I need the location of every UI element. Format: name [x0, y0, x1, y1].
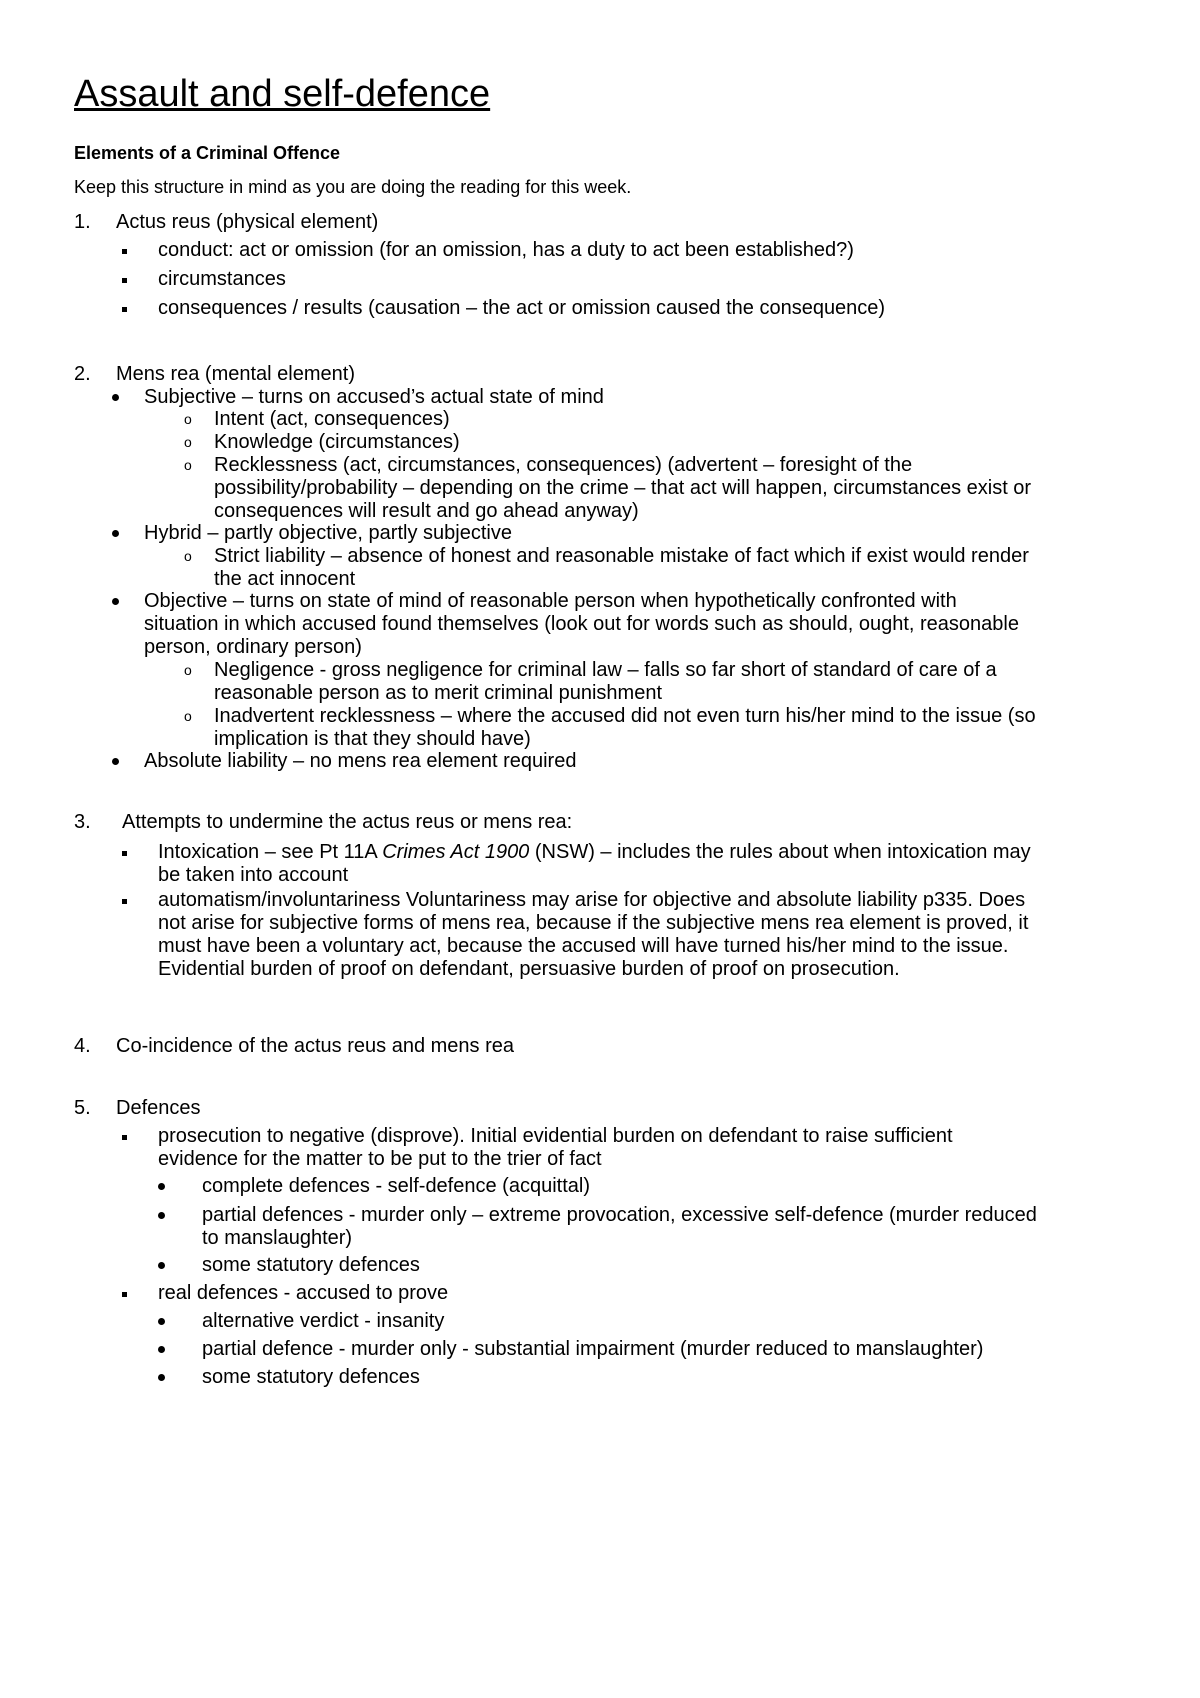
list-item: Hybrid – partly objective, partly subjective — [144, 522, 512, 544]
circle-bullet-icon: o — [184, 411, 192, 427]
list-number: 1. — [74, 211, 91, 233]
list-item: automatism/involuntariness Voluntariness may arise for objective and absolute liability p335. Does — [158, 889, 1026, 911]
list-heading: Defences — [116, 1097, 201, 1119]
square-bullet-icon — [122, 249, 127, 254]
list-item: Intent (act, consequences) — [214, 408, 450, 430]
round-bullet-icon — [158, 1374, 165, 1381]
list-item-continued: evidence for the matter to be put to the trier of fact — [158, 1148, 602, 1170]
list-number: 3. — [74, 811, 91, 833]
section-co-incidence — [74, 1034, 1154, 1060]
square-bullet-icon — [122, 899, 127, 904]
square-bullet-icon — [122, 307, 127, 312]
round-bullet-icon — [158, 1346, 165, 1353]
list-item: Absolute liability – no mens rea element required — [144, 750, 577, 772]
list-item: consequences / results (causation – the act or omission caused the consequence) — [158, 297, 886, 319]
list-item: Strict liability – absence of honest and reasonable mistake of fact which if exist would render — [214, 545, 1029, 567]
list-item-continued: to manslaughter) — [202, 1227, 353, 1249]
intro-paragraph: Keep this structure in mind as you are doing the reading for this week. — [74, 177, 632, 197]
list-item: Knowledge (circumstances) — [214, 431, 460, 453]
section-actus-reus — [74, 210, 1154, 324]
square-bullet-icon — [122, 1292, 127, 1297]
section-defences — [74, 1096, 1154, 1396]
list-item-continued: not arise for subjective forms of mens rea, because if the subjective mens rea element is proved, it — [158, 912, 1029, 934]
section-mens-rea — [74, 362, 1154, 770]
list-heading: Mens rea (mental element) — [116, 363, 355, 385]
list-item — [158, 840, 1031, 864]
list-number: 4. — [74, 1035, 91, 1057]
square-bullet-icon — [122, 1135, 127, 1140]
list-heading: Attempts to undermine the actus reus or mens rea: — [122, 811, 573, 833]
list-item-continued: person, ordinary person) — [144, 636, 362, 658]
document-body — [74, 72, 1154, 1396]
list-item: complete defences - self-defence (acquittal) — [202, 1175, 590, 1197]
circle-bullet-icon: o — [184, 548, 192, 564]
list-item-continued: situation in which accused found themselves (look out for words such as should, ought, reasonable — [144, 613, 1019, 635]
list-item-continued: the act innocent — [214, 568, 356, 590]
list-item-continued: must have been a voluntary act, because the accused will have turned his/her mind to the issue. — [158, 935, 1009, 957]
round-bullet-icon — [112, 598, 119, 605]
round-bullet-icon — [112, 530, 119, 537]
list-item: some statutory defences — [202, 1254, 420, 1276]
list-item: Subjective – turns on accused’s actual state of mind — [144, 386, 604, 408]
section-attempts-to-undermine — [74, 810, 1154, 990]
text-run: (NSW) – includes the rules about when intoxication may — [529, 841, 1031, 863]
list-item: circumstances — [158, 268, 286, 290]
list-item: Recklessness (act, circumstances, consequences) (advertent – foresight of the — [214, 454, 913, 476]
list-item: Objective – turns on state of mind of reasonable person when hypothetically confronted with — [144, 590, 957, 612]
square-bullet-icon — [122, 278, 127, 283]
round-bullet-icon — [112, 758, 119, 765]
text-run: Intoxication – see Pt 11A — [158, 841, 383, 863]
circle-bullet-icon: o — [184, 708, 192, 724]
circle-bullet-icon: o — [184, 457, 192, 473]
list-item: alternative verdict - insanity — [202, 1310, 445, 1332]
list-item-continued: Evidential burden of proof on defendant, persuasive burden of proof on prosecution. — [158, 958, 900, 980]
list-item-continued: implication is that they should have) — [214, 728, 531, 750]
round-bullet-icon — [158, 1262, 165, 1269]
circle-bullet-icon: o — [184, 662, 192, 678]
list-item-continued: consequences will result and go ahead anyway) — [214, 500, 639, 522]
list-item: Inadvertent recklessness – where the accused did not even turn his/her mind to the issue (so — [214, 705, 1036, 727]
list-item: some statutory defences — [202, 1366, 420, 1388]
list-number: 5. — [74, 1097, 91, 1119]
list-item: conduct: act or omission (for an omission, has a duty to act been established?) — [158, 239, 854, 261]
list-item: Negligence - gross negligence for criminal law – falls so far short of standard of care of a — [214, 659, 997, 681]
list-item: partial defences - murder only – extreme provocation, excessive self-defence (murder reduced — [202, 1204, 1037, 1226]
list-item-continued: reasonable person as to merit criminal punishment — [214, 682, 662, 704]
round-bullet-icon — [158, 1183, 165, 1190]
circle-bullet-icon: o — [184, 434, 192, 450]
round-bullet-icon — [158, 1318, 165, 1325]
round-bullet-icon — [158, 1212, 165, 1219]
list-item-continued: possibility/probability – depending on the crime – that act will happen, circumstances exist or — [214, 477, 1032, 499]
square-bullet-icon — [122, 851, 127, 856]
list-item-continued: be taken into account — [158, 864, 349, 886]
list-item: partial defence - murder only - substantial impairment (murder reduced to manslaughter) — [202, 1338, 984, 1360]
list-item: real defences - accused to prove — [158, 1282, 449, 1304]
list-heading: Actus reus (physical element) — [116, 211, 379, 233]
round-bullet-icon — [112, 394, 119, 401]
section-heading: Elements of a Criminal Offence — [74, 143, 341, 163]
page-title: Assault and self-defence — [74, 73, 491, 115]
act-title: Crimes Act 1900 — [382, 841, 530, 863]
list-number: 2. — [74, 363, 91, 385]
list-heading: Co-incidence of the actus reus and mens rea — [116, 1035, 514, 1057]
list-item: prosecution to negative (disprove). Initial evidential burden on defendant to raise sufficient — [158, 1125, 953, 1147]
